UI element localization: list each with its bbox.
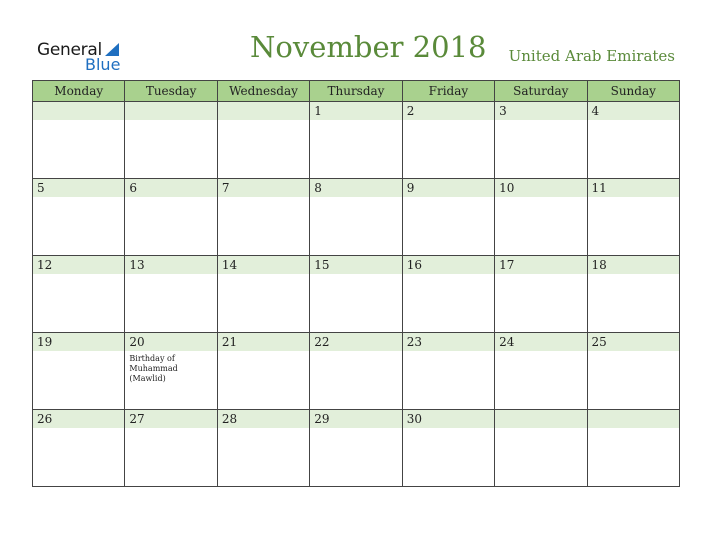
- day-number: 28: [221, 412, 238, 426]
- day-number: 6: [129, 181, 138, 195]
- day-number-band: [495, 410, 586, 428]
- weekday-header: Sunday: [588, 81, 680, 102]
- day-number-band: [218, 102, 309, 120]
- week-row: [33, 410, 680, 487]
- day-cell: [218, 333, 310, 410]
- day-cell: [218, 256, 310, 333]
- day-cell: [495, 410, 587, 487]
- day-cell: [495, 179, 587, 256]
- day-cell: [125, 102, 217, 179]
- day-cell: [403, 333, 495, 410]
- day-cell: [125, 333, 217, 410]
- day-number: 11: [591, 181, 607, 195]
- day-cell: [403, 410, 495, 487]
- day-number: 14: [221, 258, 238, 272]
- generalblue-logo: [37, 40, 127, 74]
- day-number: 5: [37, 181, 45, 195]
- day-number: 15: [314, 258, 330, 272]
- day-number: 10: [499, 181, 515, 195]
- day-number-band: [218, 179, 309, 197]
- day-number: 19: [37, 335, 53, 349]
- day-cell: [310, 333, 402, 410]
- day-cell: [403, 179, 495, 256]
- day-cell: [310, 410, 402, 487]
- day-cell: [310, 256, 402, 333]
- day-number: 20: [129, 335, 145, 349]
- day-number: 27: [129, 412, 145, 426]
- day-number: 7: [221, 181, 230, 195]
- logo-word-blue: Blue: [85, 55, 121, 74]
- day-cell: [33, 333, 125, 410]
- day-cell: [588, 256, 680, 333]
- day-number: 23: [406, 335, 422, 349]
- day-cell: [218, 102, 310, 179]
- day-number: 12: [37, 258, 53, 272]
- weekday-header-row: [33, 81, 680, 102]
- day-cell: [403, 102, 495, 179]
- week-row: [33, 256, 680, 333]
- day-cell: [33, 102, 125, 179]
- day-number: 9: [406, 181, 415, 195]
- week-row: [33, 179, 680, 256]
- day-number-band: [125, 102, 216, 120]
- day-number-band: [403, 102, 494, 120]
- country-label: United Arab Emirates: [508, 47, 675, 65]
- week-row: [33, 333, 680, 410]
- weekday-header: Wednesday: [218, 81, 310, 102]
- day-number: 25: [591, 335, 607, 349]
- weekday-header: Thursday: [310, 81, 402, 102]
- weeks-container: [33, 102, 680, 487]
- day-cell: [125, 256, 217, 333]
- day-cell: [403, 256, 495, 333]
- day-cell: [33, 256, 125, 333]
- weekday-header: Monday: [33, 81, 125, 102]
- day-number-band: [33, 179, 124, 197]
- day-number-band: [588, 410, 679, 428]
- day-cell: [495, 333, 587, 410]
- day-number-band: [125, 179, 216, 197]
- calendar-grid: [32, 80, 680, 487]
- day-cell: [33, 179, 125, 256]
- day-number: 16: [406, 258, 422, 272]
- day-cell: [495, 102, 587, 179]
- day-number: 8: [314, 181, 322, 195]
- day-number: 18: [591, 258, 607, 272]
- day-number-band: [310, 102, 401, 120]
- weekday-header: Friday: [403, 81, 495, 102]
- day-number-band: [588, 102, 679, 120]
- day-cell: [588, 410, 680, 487]
- day-number-band: [495, 102, 586, 120]
- day-cell: [588, 333, 680, 410]
- day-cell: [310, 102, 402, 179]
- day-number: 29: [314, 412, 330, 426]
- logo-word-general: General: [37, 40, 102, 60]
- calendar-title: November 2018: [250, 30, 487, 64]
- day-number: 24: [499, 335, 515, 349]
- day-cell: [125, 179, 217, 256]
- day-number: 3: [499, 104, 507, 118]
- day-cell: [33, 410, 125, 487]
- day-number: 4: [591, 104, 600, 118]
- day-cell: [588, 102, 680, 179]
- day-cell: [125, 410, 217, 487]
- day-cell: [310, 179, 402, 256]
- day-number: 1: [314, 104, 322, 118]
- day-number: 2: [406, 104, 415, 118]
- day-number: 17: [499, 258, 515, 272]
- day-number: 30: [406, 412, 422, 426]
- day-cell: [495, 256, 587, 333]
- day-number: 13: [129, 258, 145, 272]
- holiday-label: Birthday of Muhammad (Mawlid): [129, 354, 178, 383]
- weekday-header: Saturday: [495, 81, 587, 102]
- day-cell: [218, 410, 310, 487]
- day-number: 22: [314, 335, 330, 349]
- weekday-header: Tuesday: [125, 81, 217, 102]
- day-number-band: [403, 179, 494, 197]
- day-number-band: [33, 102, 124, 120]
- day-cell: [588, 179, 680, 256]
- day-number: 21: [221, 335, 238, 349]
- day-cell: [218, 179, 310, 256]
- day-number-band: [310, 179, 401, 197]
- day-number: 26: [37, 412, 53, 426]
- week-row: [33, 102, 680, 179]
